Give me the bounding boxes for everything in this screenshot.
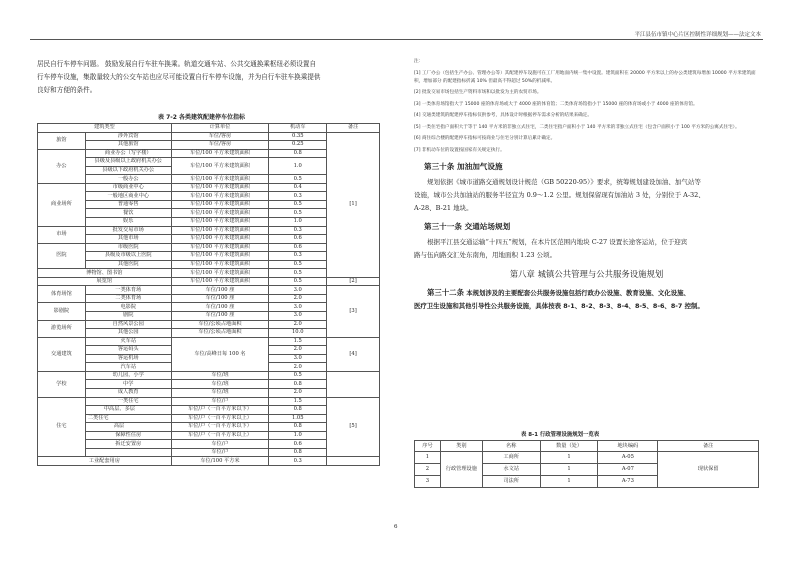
type-cell: 其他公园 (85, 329, 171, 338)
category-cell: 住宅 (38, 397, 86, 457)
note-item: [5] 一类住宅指户面积大于等于 140 平方米的非独立式住宅，二类住宅指户面积小于 140 平方米的非独立式住宅（包含户面积小于 100 平方米的公寓式住宅）。 (414, 124, 740, 130)
type-cell (85, 406, 171, 415)
value-cell: 0.5 (269, 175, 327, 184)
unit-cell: 车位/户（一百平方米以下） (171, 423, 269, 432)
unit-cell: 车位/100 平方米建筑面积 (171, 158, 269, 175)
value-cell: 0.4 (269, 183, 327, 192)
note-item: [7] 非机动车位的设置按国家有关规定执行。 (414, 147, 505, 153)
type-cell: 县级以下政府机关办公 (85, 166, 171, 175)
type-cell: 餐饮 (85, 209, 171, 218)
col-header: 备注 (658, 441, 759, 452)
unit-cell: 车位/100 平方米建筑面积 (171, 252, 269, 261)
table-row (38, 457, 380, 466)
col-header: 数量（处） (540, 441, 598, 452)
unit-cell: 车位/高峰日每 100 名 (171, 337, 269, 371)
value-cell: 1.05 (269, 414, 327, 423)
unit-cell: 车位/100 座 (171, 294, 269, 303)
table-header-row (38, 124, 380, 133)
table-header-row (415, 441, 759, 452)
notes-label: 注： (414, 59, 424, 64)
value-cell: 0.8 (269, 448, 327, 457)
value-cell: 0.8 (269, 149, 327, 158)
remark-cell: [4] (327, 337, 380, 371)
table-8-1-caption: 表 8-1 行政管理设施规划一览表 (521, 432, 600, 438)
table-7-2-caption: 表 7-2 各类建筑配建停车位指标 (158, 114, 246, 121)
value-cell: 3.0 (269, 354, 327, 363)
type-cell: 幼儿园，小学 (85, 371, 171, 380)
no-cell: 2 (415, 464, 441, 476)
type-cell: 保障性住房 (85, 431, 171, 440)
parking-standards-table (37, 123, 380, 466)
type-cell: 普通零售 (85, 200, 171, 209)
col-header: 序号 (415, 441, 441, 452)
type-cell (85, 448, 171, 457)
value-cell: 2.0 (269, 320, 327, 329)
type-cell (85, 423, 171, 432)
table-row (38, 132, 380, 141)
value-cell: 0.5 (269, 200, 327, 209)
no-cell: 1 (415, 452, 441, 464)
no-cell: 3 (415, 476, 441, 488)
type-cell: 成人教育 (85, 388, 171, 397)
category-cell: 医院 (38, 243, 86, 269)
unit-cell: 车位/100 座 (171, 312, 269, 321)
value-cell: 0.6 (269, 440, 327, 449)
note-item: [1] 工厂办公（包括生产办公、管理办公等）其配建停车设施可在工厂用地面内统一集中设置。建筑面积在 20000 平方米以上的办公类建筑每增加 10000 平方米建筑面积，增加部分 的配建指标折减 10% 但最高不得超过 50%的折减率。 (414, 70, 756, 84)
type-cell: 拆迁安置房 (85, 440, 171, 449)
subtype-label: 中高层、多层 (103, 406, 135, 413)
unit-cell: 车位/100 平方米建筑面积 (171, 235, 269, 244)
table-row (38, 397, 380, 406)
value-cell: 1.5 (269, 337, 327, 346)
unit-cell: 车位/公顷占地面积 (171, 320, 269, 329)
admin-facilities-table (414, 440, 759, 488)
col-header: 类别 (440, 441, 482, 452)
section-32-lead: 第三十二条 (427, 287, 464, 297)
code-cell: A-05 (598, 452, 658, 464)
col-header: 地块编码 (598, 441, 658, 452)
unit-cell: 车位/100 平方米建筑面积 (171, 175, 269, 184)
type-cell: 一类住宅 (85, 397, 171, 406)
unit-cell: 车位/100 平方米建筑面积 (171, 260, 269, 269)
remark-cell (327, 371, 380, 397)
unit-cell: 车位/户 (171, 397, 269, 406)
value-cell: 0.3 (269, 226, 327, 235)
note-item: [2] 批发交易市场包括生产资料市场和以批发为主的农贸市场。 (414, 90, 542, 95)
value-cell: 3.0 (269, 303, 327, 312)
table-row (38, 371, 380, 380)
table-row (38, 337, 380, 346)
category-cell: 影剧院 (38, 303, 86, 320)
type-cell: 电影院 (85, 303, 171, 312)
type-cell (85, 414, 171, 423)
remark-cell: 现状保留 (658, 452, 759, 488)
paragraph-line: 规划依据《城市道路交通规划设计规范（GB 50220-95）》要求，统筹规划建设加油、加气站等 (427, 177, 701, 186)
value-cell: 0.6 (269, 243, 327, 252)
value-cell: 0.3 (269, 192, 327, 201)
type-cell: 博物馆、图书馆 (38, 269, 172, 278)
unit-cell: 车位/100 平方米建筑面积 (171, 226, 269, 235)
type-cell: 其他医院 (85, 260, 171, 269)
remark-cell: [1] (327, 132, 380, 277)
category-cell: 办公 (38, 149, 86, 183)
value-cell: 0.3 (269, 457, 327, 466)
type-cell: 其他旅馆 (85, 141, 171, 150)
header-rule (30, 39, 763, 40)
unit-cell: 车位/班 (171, 388, 269, 397)
qty-cell: 1 (540, 476, 598, 488)
category-cell: 市场 (38, 226, 86, 243)
qty-cell: 1 (540, 452, 598, 464)
value-cell: 3.0 (269, 312, 327, 321)
table-row (38, 277, 380, 286)
category-cell: 体育场馆 (38, 286, 86, 303)
paragraph-line: 良好和方便的条件。 (37, 86, 97, 94)
value-cell: 2.0 (269, 388, 327, 397)
remark-cell (327, 457, 380, 466)
type-cell: 一般地区商业中心 (85, 192, 171, 201)
unit-cell: 车位/100 平方米 (171, 457, 269, 466)
type-cell: 市级医院 (85, 243, 171, 252)
remark-cell: [3] (327, 286, 380, 337)
paragraph-line: 设施，城市公共加油站的服务半径宜为 0.9～1.2 公里。规划保留现有加油站 3 处，分别位于 A-32、 (414, 190, 705, 199)
unit-cell: 车位/户（一百平方米以上） (171, 414, 269, 423)
value-cell: 1.0 (269, 431, 327, 440)
value-cell: 3.0 (269, 286, 327, 295)
right-column (414, 58, 759, 313)
category-cell: 游览场所 (38, 320, 86, 337)
type-cell: 二类体育场 (85, 294, 171, 303)
category-cell: 学校 (38, 371, 86, 397)
type-cell: 自然风景公园 (85, 320, 171, 329)
col-header: 名称 (482, 441, 540, 452)
value-cell: 1.0 (269, 218, 327, 227)
name-cell: 水文站 (482, 464, 540, 476)
chapter-8-heading: 第八章 城镇公共管理与公共服务设施规划 (509, 268, 664, 279)
type-cell: 商业办公（写字楼） (85, 149, 171, 158)
code-cell: A-07 (598, 464, 658, 476)
subtype-label: 二类住宅 (87, 414, 109, 421)
col-header: 计算单位 (171, 124, 269, 133)
type-cell: 县级及市级以上医院 (85, 252, 171, 261)
value-cell: 2.0 (269, 346, 327, 355)
category-cell: 工业配套用房 (38, 457, 172, 466)
value-cell: 2.0 (269, 363, 327, 372)
paragraph-line: 根据平江县交通运输“十四五”规划，在本片区范围内地块 C-27 设置长途客运站，位于迎宾 (427, 237, 688, 246)
value-cell: 0.8 (269, 406, 327, 415)
unit-cell: 车位/100 平方米建筑面积 (171, 218, 269, 227)
section-32-text: 本规划涉及的主要配套公共服务设施包括行政办公设施、教育设施、文化设施、 (466, 288, 690, 297)
value-cell: 0.5 (269, 260, 327, 269)
unit-cell: 车位/户（一百平方米以上） (171, 431, 269, 440)
col-header: 备注 (327, 124, 380, 133)
unit-cell: 车位/班 (171, 380, 269, 389)
name-cell: 工商所 (482, 452, 540, 464)
value-cell: 0.5 (269, 371, 327, 380)
unit-cell: 车位/100 座 (171, 286, 269, 295)
type-cell: 一般办公 (85, 175, 171, 184)
code-cell: A-73 (598, 476, 658, 488)
value-cell: 0.25 (269, 141, 327, 150)
col-header: 机动车 (269, 124, 327, 133)
section-32-line (414, 286, 759, 300)
value-cell: 0.35 (269, 132, 327, 141)
remark-cell: [2] (327, 277, 380, 286)
value-cell: 0.5 (269, 209, 327, 218)
value-cell: 1.0 (269, 158, 327, 175)
unit-cell: 车位/100 平方米建筑面积 (171, 200, 269, 209)
table-row (415, 452, 759, 464)
section-32-line: 医疗卫生设施和其他引导性公共服务设施，具体按表 8-1、8-2、8-3、8-4、8-5、8-6、8-7 控制。 (414, 301, 704, 310)
table-row (38, 286, 380, 295)
note-item: [3] 一类体育场馆指大于 15000 座的体育场或大于 4000 座的体育馆；二类体育场馆指小于 15000 座的体育场或小于 4000 座的体育馆。 (414, 101, 698, 107)
unit-cell: 车位/班 (171, 371, 269, 380)
col-header: 建筑类型 (38, 124, 172, 133)
type-cell: 汽车站 (85, 363, 171, 372)
value-cell: 10.0 (269, 329, 327, 338)
value-cell: 0.5 (269, 269, 327, 278)
qty-cell: 1 (540, 464, 598, 476)
type-cell: 客运机场 (85, 354, 171, 363)
type-cell: 批发交易市场 (85, 226, 171, 235)
type-cell: 市级商业中心 (85, 183, 171, 192)
paragraph-line: A-28、B-21 地块。 (414, 203, 473, 212)
unit-cell: 车位/客房 (171, 132, 269, 141)
type-cell: 剧院 (85, 312, 171, 321)
type-cell: 展览馆 (38, 277, 172, 286)
category-cell: 商业场所 (38, 183, 86, 226)
unit-cell: 车位/100 平方米建筑面积 (171, 183, 269, 192)
category-cell: 交通建筑 (38, 337, 86, 371)
unit-cell: 车位/公顷占地面积 (171, 329, 269, 338)
type-cell: 县级及县级以上政府机关办公 (85, 158, 171, 167)
type-cell: 一类体育场 (85, 286, 171, 295)
note-item: [6] 商住综合楼的配建停车指标可按商业与住宅分别计算后累计确定。 (414, 136, 556, 141)
category-cell: 旅馆 (38, 132, 86, 149)
unit-cell: 车位/100 平方米建筑面积 (171, 243, 269, 252)
unit-cell: 车位/100 平方米建筑面积 (171, 277, 269, 286)
value-cell: 0.5 (269, 277, 327, 286)
remark-cell: [5] (327, 397, 380, 457)
type-cell: 火车站 (85, 337, 171, 346)
type-cell: 客运码头 (85, 346, 171, 355)
type-cell: 其他市场 (85, 235, 171, 244)
type-cell: 中学 (85, 380, 171, 389)
paragraph-line: 行车停车设施，集散量较大的公交车站也应尽可能设置自行车停车设施，并为自行车驻车换乘提供 (37, 73, 321, 81)
type-cell: 娱乐 (85, 218, 171, 227)
section-30-heading: 第三十条 加油加气设施 (424, 161, 503, 171)
page-number: 6 (394, 524, 398, 530)
unit-cell: 车位/户（一百平方米以下） (171, 406, 269, 415)
unit-cell: 车位/100 座 (171, 303, 269, 312)
category-cell: 行政管理设施 (440, 452, 482, 488)
unit-cell: 车位/100 平方米建筑面积 (171, 269, 269, 278)
note-item: [4] 交通类建筑的配建停车指标仅供参考，具体设计时根据停车需求分析的结果来确定。 (414, 113, 592, 118)
unit-cell: 车位/户 (171, 440, 269, 449)
value-cell: 2.0 (269, 294, 327, 303)
type-cell: 涉外宾馆 (85, 132, 171, 141)
unit-cell: 车位/100 平方米建筑面积 (171, 209, 269, 218)
left-paragraph (37, 58, 382, 97)
unit-cell: 车位/100 平方米建筑面积 (171, 149, 269, 158)
unit-cell: 车位/户 (171, 448, 269, 457)
value-cell: 0.8 (269, 380, 327, 389)
paragraph-line: 居民自行车停车问题。 鼓励发展自行车驻车换乘。轨道交通车站、公共交通换乘枢纽必须设置自 (37, 60, 317, 68)
value-cell: 1.5 (269, 397, 327, 406)
section-31-heading: 第三十一条 交通站场规划 (424, 221, 511, 231)
paragraph-line: 路与伍向路交汇处东南角，用地面积 1.23 公顷。 (414, 250, 557, 259)
name-cell: 司法所 (482, 476, 540, 488)
value-cell: 0.6 (269, 235, 327, 244)
value-cell: 0.3 (269, 252, 327, 261)
value-cell: 0.8 (269, 423, 327, 432)
subtype-label: 高层 (113, 423, 125, 430)
unit-cell: 车位/100 平方米建筑面积 (171, 192, 269, 201)
running-header: 平江县伍市镇中心片区控制性详细规划——法定文本 (634, 32, 761, 38)
unit-cell: 车位/客房 (171, 141, 269, 150)
